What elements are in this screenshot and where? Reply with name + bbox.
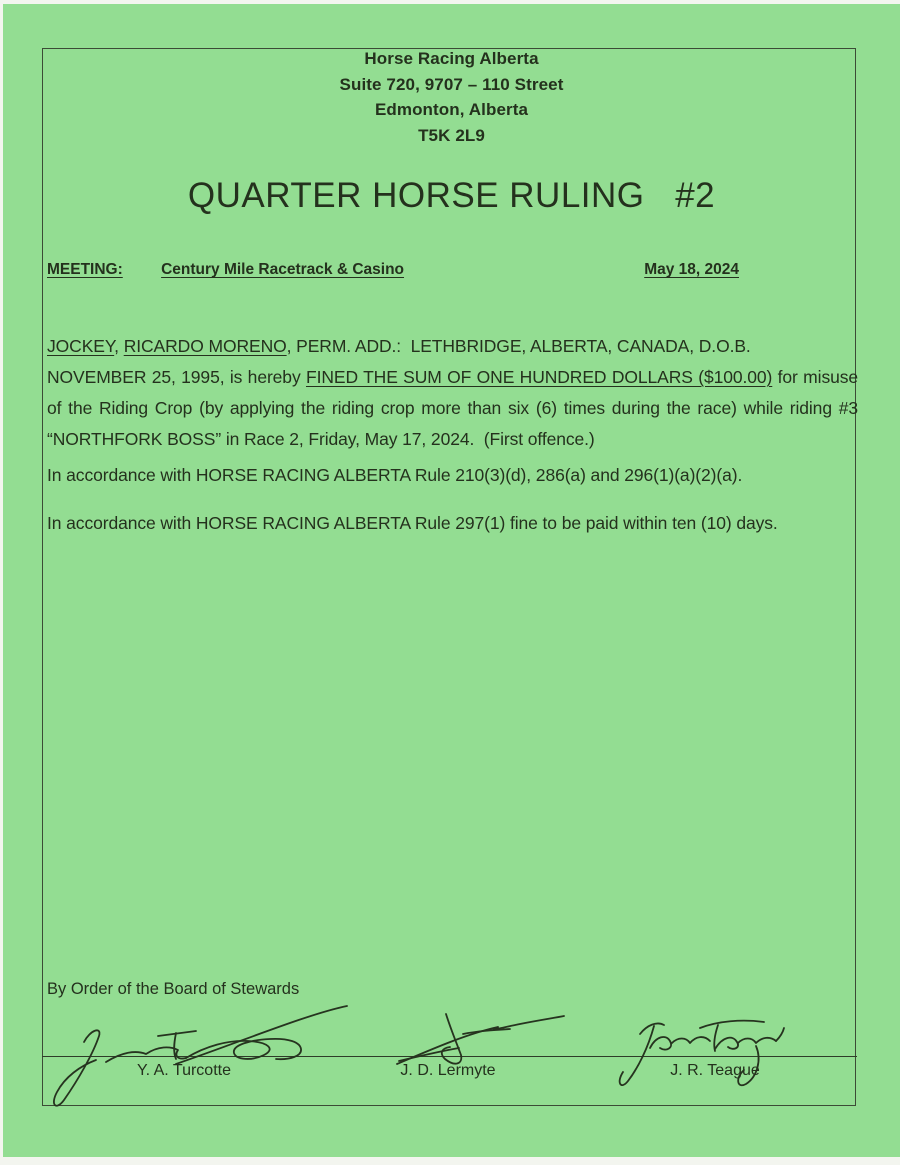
signatory-name-lermyte: J. D. Lermyte bbox=[400, 1062, 496, 1079]
text-run: NOVEMBER 25, 1995, is hereby bbox=[47, 367, 306, 387]
letterhead-address: Suite 720, 9707 – 110 Street bbox=[339, 74, 564, 94]
text-run: , bbox=[114, 336, 124, 356]
letterhead-city: Edmonton, Alberta bbox=[374, 100, 529, 119]
text-run: JOCKEY bbox=[47, 336, 115, 356]
letterhead bbox=[3, 46, 900, 148]
meeting-row bbox=[47, 261, 857, 279]
letterhead-postal-code: T5K 2L9 bbox=[418, 125, 485, 145]
text-run: for misuse of the Riding Crop (by applying the riding crop more than six (6) times during the race) while riding #3 “NORTHFORK BOSS” in Race 2, Friday, May 17, 2024. (First offence.) bbox=[47, 367, 859, 449]
rule-reference-2: In accordance with HORSE RACING ALBERTA Rule 297(1) fine to be paid within ten (10) days. bbox=[47, 513, 778, 533]
meeting-date: May 18, 2024 bbox=[644, 261, 739, 278]
text-run: , PERM. ADD.: LETHBRIDGE, ALBERTA, CANADA, D.O.B. bbox=[286, 336, 751, 356]
signature-line bbox=[42, 1056, 857, 1057]
rule-reference-1: In accordance with HORSE RACING ALBERTA Rule 210(3)(d), 286(a) and 296(1)(a)(2)(a). bbox=[47, 465, 743, 485]
meeting-label: MEETING: bbox=[47, 261, 123, 278]
by-order-text: By Order of the Board of Stewards bbox=[47, 980, 300, 998]
ruling-paragraph bbox=[47, 331, 858, 455]
text-run: RICARDO MORENO bbox=[123, 336, 287, 356]
letterhead-org: Horse Racing Alberta bbox=[364, 49, 539, 68]
signatory-name-turcotte: Y. A. Turcotte bbox=[137, 1062, 231, 1079]
signatory-name-teague: J. R. Teague bbox=[670, 1062, 760, 1079]
meeting-venue: Century Mile Racetrack & Casino bbox=[161, 261, 405, 278]
text-run: FINED THE SUM OF ONE HUNDRED DOLLARS ($100.00) bbox=[306, 367, 773, 387]
paper-sheet bbox=[3, 4, 900, 1157]
page-title: QUARTER HORSE RULING #2 bbox=[187, 176, 716, 215]
